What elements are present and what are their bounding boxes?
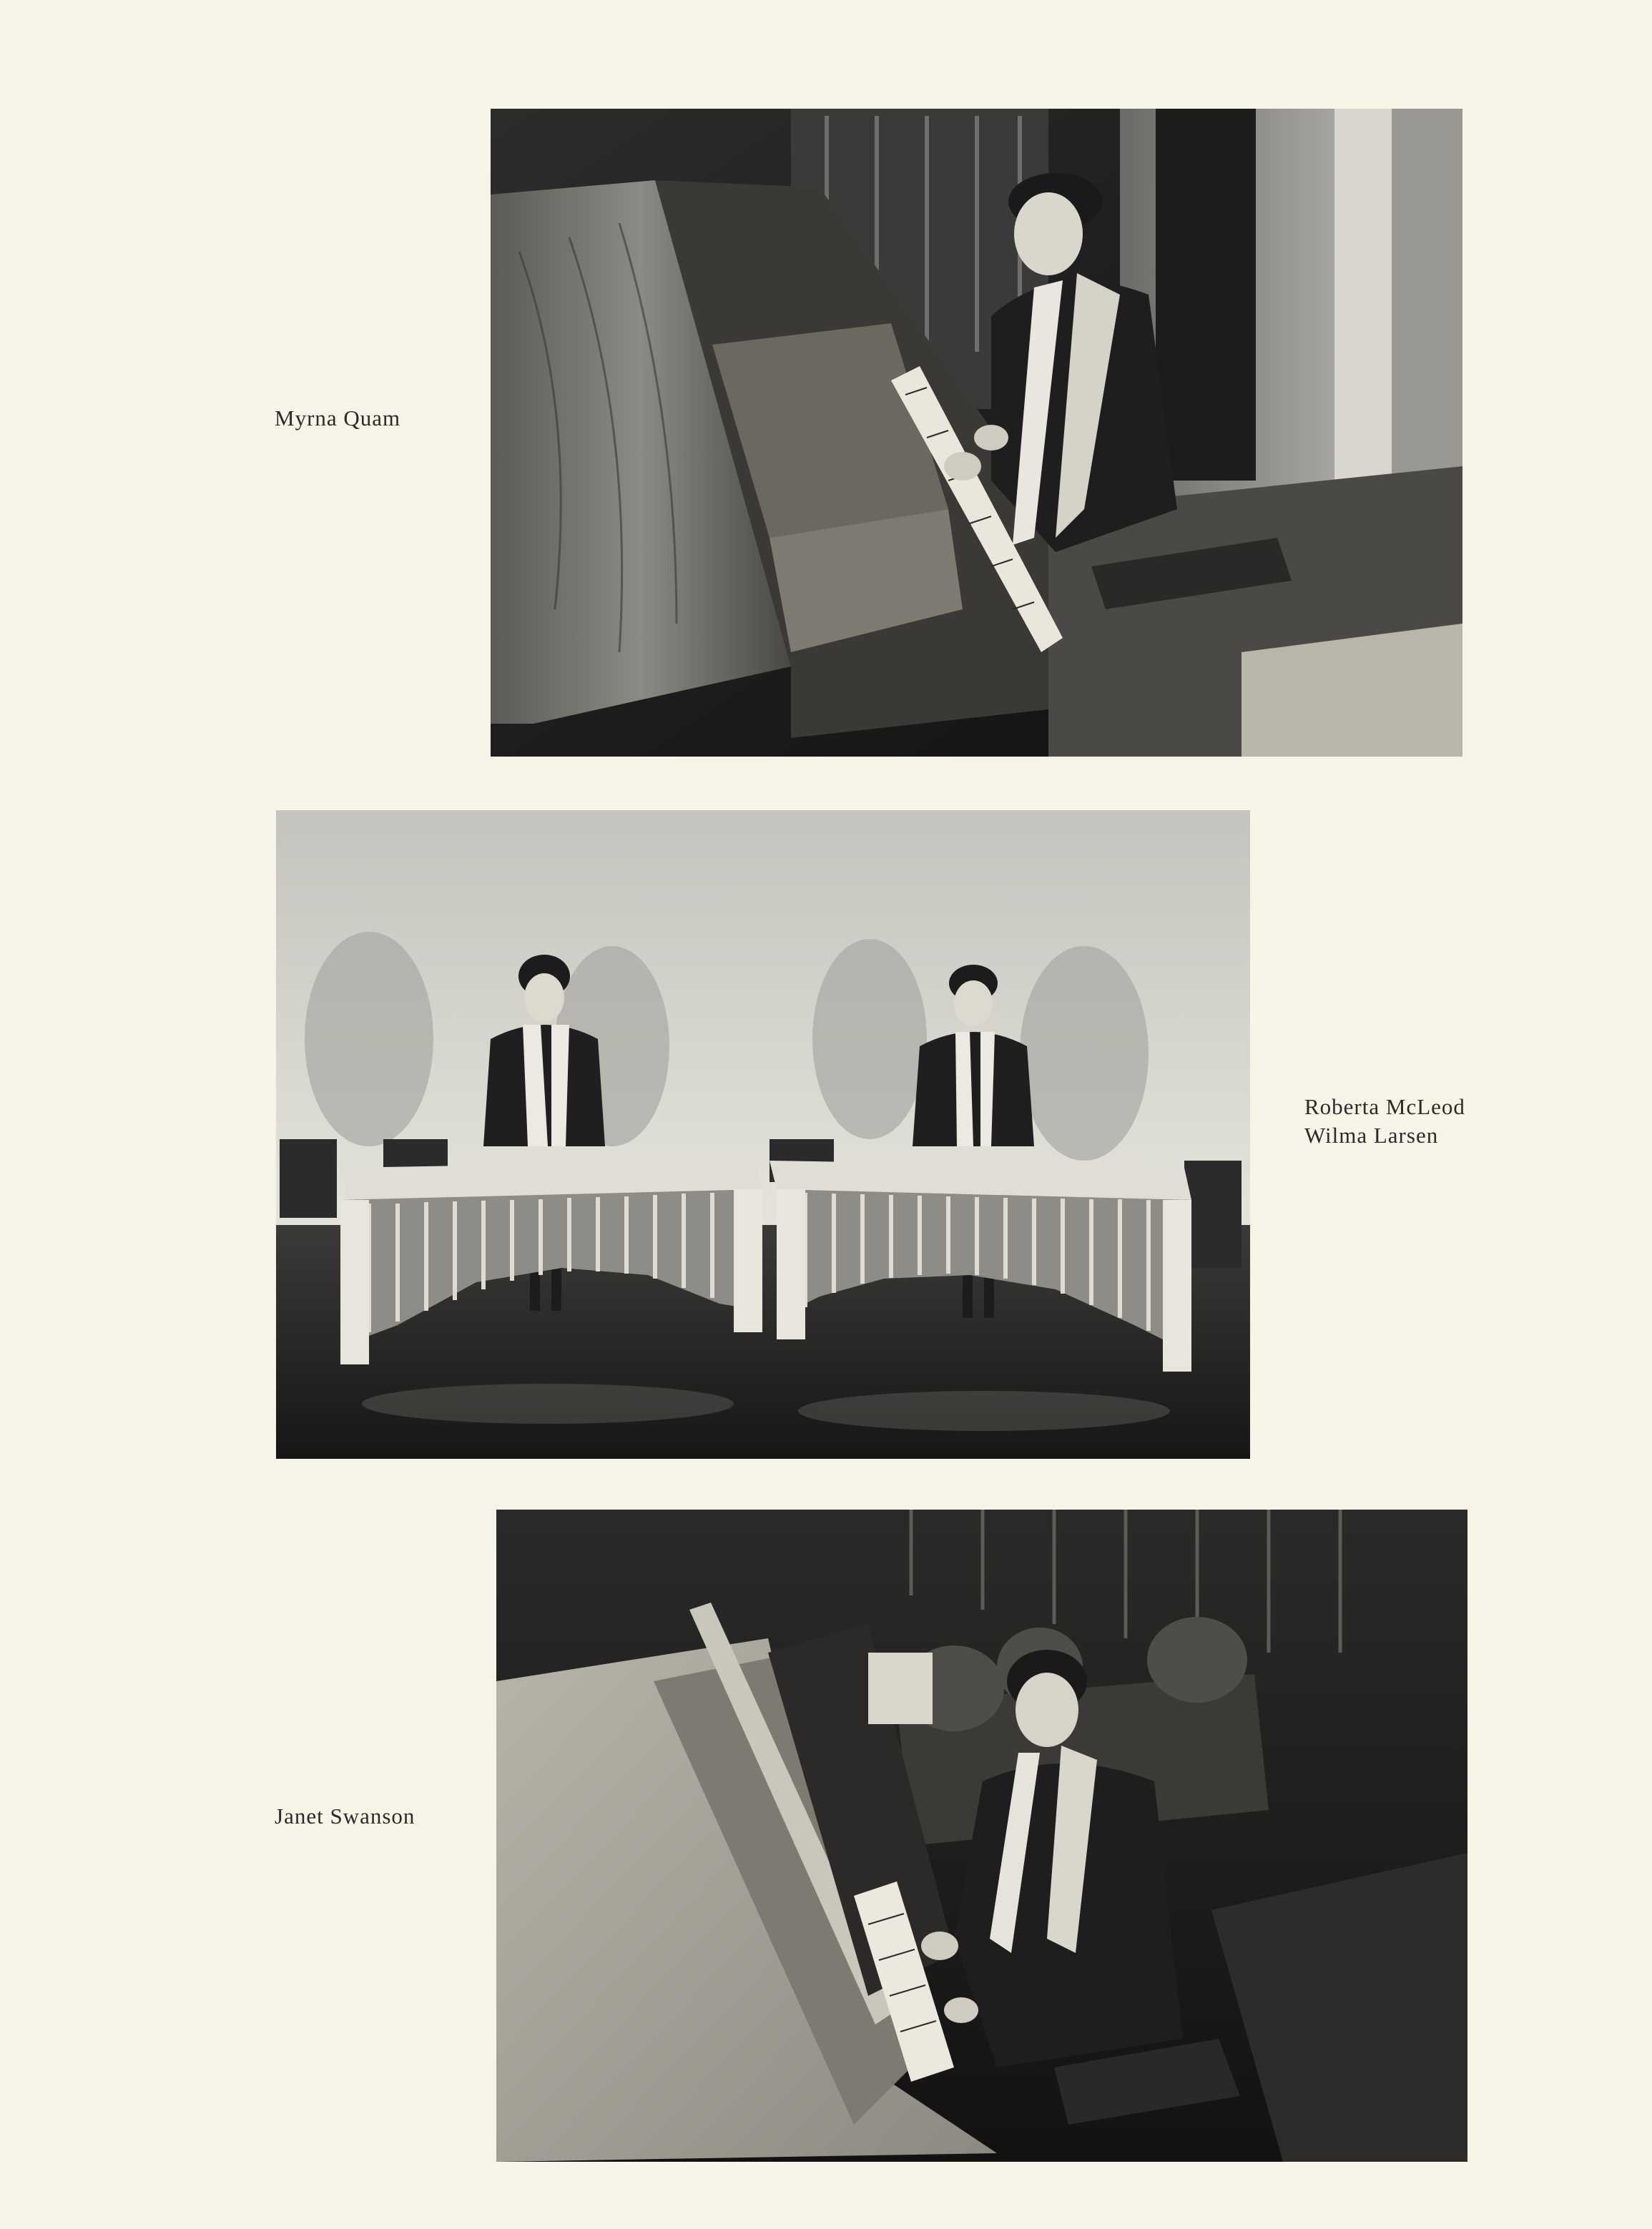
photo-organ-image <box>496 1510 1467 2162</box>
photo-organ <box>496 1510 1467 2162</box>
caption-text: Myrna Quam <box>275 405 401 430</box>
caption-line-roberta: Roberta McLeod <box>1304 1094 1465 1119</box>
photo-marimba-duet-image <box>276 810 1250 1459</box>
caption-myrna-quam <box>275 404 400 433</box>
caption-janet-swanson <box>275 1802 415 1831</box>
photo-grand-piano-image <box>491 109 1462 757</box>
caption-text: Janet Swanson <box>275 1804 416 1829</box>
photo-marimba-duet <box>276 810 1250 1459</box>
caption-line-wilma: Wilma Larsen <box>1304 1123 1439 1148</box>
caption-roberta-wilma <box>1304 1093 1465 1151</box>
photo-grand-piano <box>491 109 1462 757</box>
